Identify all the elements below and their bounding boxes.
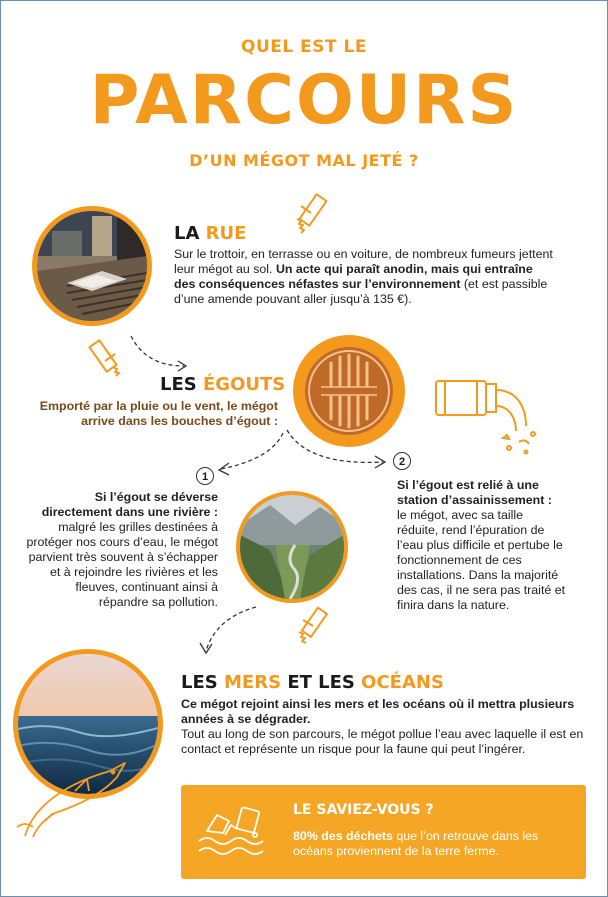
step-number-1: 1 — [196, 467, 214, 485]
section-heading-rue — [174, 223, 246, 244]
title-subtitle: D’UN MÉGOT MAL JETÉ ? — [189, 151, 419, 170]
heading-part: LES — [181, 672, 224, 693]
did-you-know-title: LE SAVIEZ-VOUS ? — [293, 802, 434, 818]
step-number-2: 2 — [393, 452, 411, 470]
egouts-text: Emporté par la pluie ou le vent, le mégot arrive dans les bouches d’égout : — [39, 399, 278, 428]
cigarette-butt-icon — [291, 191, 333, 240]
mers-bold: Ce mégot rejoint ainsi les mers et les océans où il mettra plusieurs années à se dégrader. — [181, 697, 575, 726]
waste-pile-icon — [195, 801, 271, 864]
mers-body: Tout au long de son parcours, le mégot pollue l’eau avec laquelle il est en contact et représente un risque pour la faune qui peut l’ingérer. — [181, 727, 584, 756]
rue-text-normal: Sur le trottoir, en terrasse ou en voiture, de nombreux fumeurs jettent leur mégot au sol. — [174, 247, 553, 276]
title-kicker: QUEL EST LE — [241, 37, 367, 57]
heading-accent: OCÉANS — [361, 672, 444, 693]
did-you-know-body: que l’on retrouve dans les océans proviennent de la terre ferme. — [293, 829, 539, 858]
valley-photo — [236, 491, 348, 603]
heading-part: LA — [174, 223, 206, 244]
dashed-arrow — [196, 603, 266, 658]
branch2-text — [397, 478, 567, 613]
cigarette-butt-icon — [85, 339, 125, 386]
rue-text — [174, 247, 554, 307]
heading-accent: MERS — [224, 672, 282, 693]
heading-accent: RUE — [205, 223, 247, 244]
branch2-body: le mégot, avec sa taille réduite, rend l’épuration de l’eau plus difficile et pertube le fonctionnement de ces installations. Dans la majorité des cas, il ne sera pas traité et finira dans la nature. — [397, 508, 566, 612]
page-title: PARCOURS — [89, 61, 519, 140]
mers-text — [181, 697, 586, 757]
street-photo — [32, 206, 152, 326]
heading-part: ET LES — [281, 672, 362, 693]
dolphin-icon — [15, 741, 130, 846]
branch1-body: malgré les grilles destinées à protéger nos cours d’eau, le mégot parvient très souvent à s’échapper et à rejoindre les rivières et les fleuves, continuant ainsi à répandre sa pollution. — [26, 520, 218, 609]
section-heading-egouts — [160, 374, 285, 395]
heading-part: LES — [160, 374, 203, 395]
branch1-bold: Si l’égout se déverse directement dans une rivière : — [41, 490, 218, 519]
rue-text-bold: Un acte qui paraît anodin, mais qui entraîne des conséquences néfastes sur l’environnement — [174, 262, 533, 291]
dashed-arrow — [201, 429, 291, 479]
did-you-know-text — [293, 829, 573, 859]
section-heading-mers — [181, 672, 444, 693]
dashed-arrow — [283, 426, 393, 476]
did-you-know-bold: 80% des déchets — [293, 829, 393, 843]
cigarette-butt-icon — [293, 606, 333, 653]
did-you-know-box — [181, 785, 586, 879]
dashed-arrow — [126, 331, 196, 376]
branch1-text — [25, 490, 218, 610]
pipe-outflow-icon — [431, 376, 541, 461]
rue-text-end: (et est passible d’une amende pouvant aller jusqu’à 135 €). — [174, 277, 548, 306]
heading-accent: ÉGOUTS — [203, 374, 286, 395]
branch2-bold: Si l’égout est relié à une station d’assainissement : — [397, 478, 552, 507]
